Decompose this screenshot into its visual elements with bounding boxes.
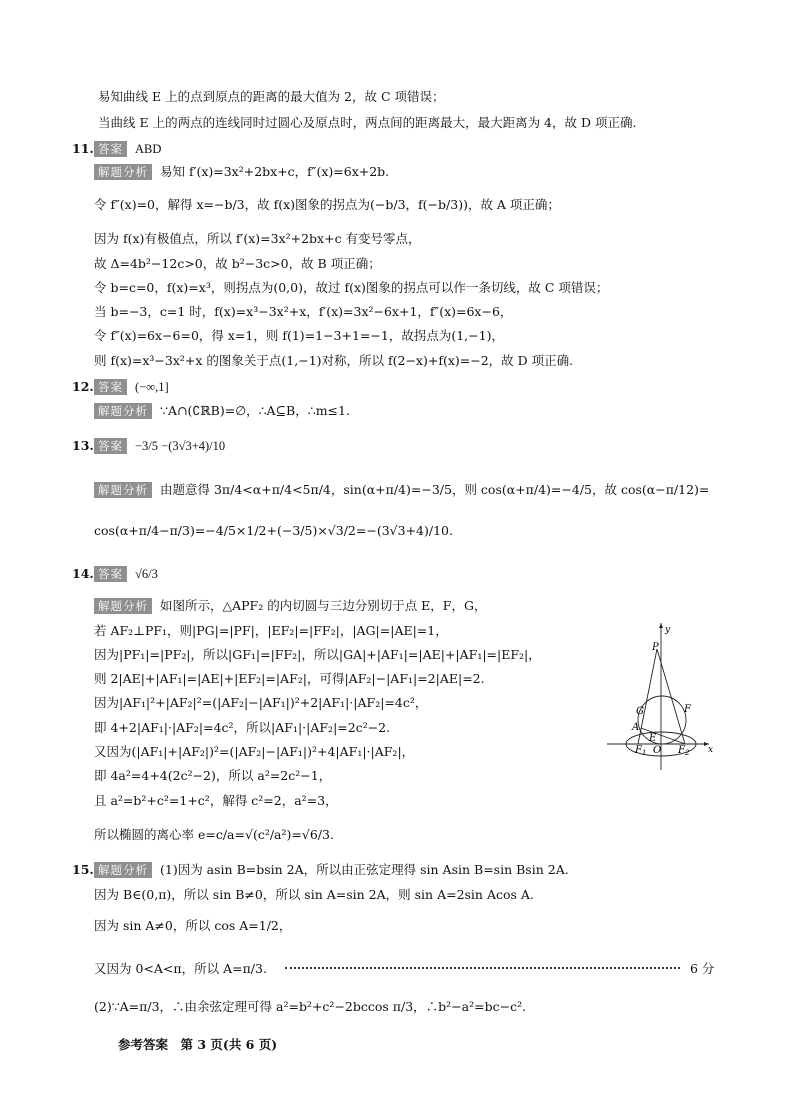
ellipse-incircle-diagram bbox=[605, 620, 715, 770]
label-f1-letter: F bbox=[635, 745, 642, 756]
label-f1 bbox=[634, 745, 646, 757]
answer-tag: 答案 bbox=[94, 141, 127, 157]
text-line: 易知曲线 E 上的点到原点的距离的最大值为 2，故 C 项错误； bbox=[98, 89, 445, 104]
label-f2-letter: F bbox=[678, 745, 685, 756]
text-line: 因为 B∈(0,π)，所以 sin B≠0，所以 sin A=sin 2A，则 sin A=2sin Acos A. bbox=[94, 887, 534, 902]
answer-line bbox=[94, 437, 225, 455]
answer-line bbox=[94, 140, 161, 158]
text-line: 因为 sin A≠0，所以 cos A=1/2， bbox=[94, 918, 292, 933]
incircle bbox=[638, 696, 686, 744]
question-number: 11. bbox=[72, 141, 94, 156]
analysis-line bbox=[94, 481, 709, 499]
analysis-text: (1)因为 asin B=bsin 2A，所以由正弦定理得 sin Asin B=sin Bsin 2A. bbox=[160, 862, 569, 877]
text-line: 则 f(x)=x³−3x²+x 的图象关于点(1,−1)对称，所以 f(2−x)+f(x)=−2，故 D 项正确. bbox=[94, 353, 574, 368]
leader-dots bbox=[285, 967, 680, 969]
page-footer: 参考答案 第 3 页(共 6 页) bbox=[118, 1037, 278, 1052]
text-line bbox=[94, 960, 714, 978]
analysis-line bbox=[94, 163, 389, 181]
label-x: x bbox=[708, 745, 714, 755]
answer-line bbox=[94, 565, 158, 583]
label-p: P bbox=[652, 642, 659, 653]
label-y: y bbox=[665, 625, 671, 635]
text-line: 因为|AF₁|²+|AF₂|²=(|AF₂|−|AF₁|)²+2|AF₁|·|AF₂|=4c²， bbox=[94, 695, 428, 710]
text-line: 又因为(|AF₁|+|AF₂|)²=(|AF₂|−|AF₁|)²+4|AF₁|·|AF₂|， bbox=[94, 744, 415, 759]
answer-line bbox=[94, 378, 169, 396]
text-line: 且 a²=b²+c²=1+c²，解得 c²=2，a²=3， bbox=[94, 793, 338, 808]
answer-value: ABD bbox=[135, 142, 162, 156]
label-g: G bbox=[636, 706, 644, 717]
text-line: 当 b=−3，c=1 时，f(x)=x³−3x²+x，f′(x)=3x²−6x+1，f″(x)=6x−6， bbox=[94, 304, 513, 319]
label-f2 bbox=[677, 745, 690, 757]
text-line: (2)∵A=π/3，∴由余弦定理可得 a²=b²+c²−2bccos π/3，∴b²−a²=bc−c². bbox=[94, 999, 527, 1014]
answer-value: √6/3 bbox=[135, 567, 158, 581]
label-f2-sub: 2 bbox=[684, 749, 690, 757]
analysis-tag: 解题分析 bbox=[94, 164, 152, 180]
analysis-line bbox=[94, 597, 486, 615]
answer-tag: 答案 bbox=[94, 438, 127, 454]
score-label: 6 分 bbox=[689, 961, 715, 976]
answer-value: (−∞,1] bbox=[135, 380, 169, 394]
text-line: cos(α+π/4−π/3)=−4/5×1/2+(−3/5)×√3/2=−(3√3+4)/10. bbox=[94, 523, 453, 538]
analysis-text: 易知 f′(x)=3x²+2bx+c，f″(x)=6x+2b. bbox=[160, 164, 390, 179]
question-number: 15. bbox=[72, 862, 94, 877]
question-number: 12. bbox=[72, 379, 94, 394]
text-line: 因为 f(x)有极值点，所以 f′(x)=3x²+2bx+c 有变号零点， bbox=[94, 231, 421, 246]
text-line: 则 2|AE|+|AF₁|=|AE|+|EF₂|=|AF₂|，可得|AF₂|−|AF₁|=2|AE|=2. bbox=[94, 671, 485, 686]
label-f1-sub: 1 bbox=[641, 749, 647, 757]
analysis-text: 如图所示，△APF₂ 的内切圆与三边分别切于点 E，F，G， bbox=[160, 598, 487, 613]
answer-value: −3/5 −(3√3+4)/10 bbox=[135, 439, 226, 453]
text-line: 令 b=c=0，f(x)=x³，则拐点为(0,0)，故过 f(x)图象的拐点可以作一条切线，故 C 项错误； bbox=[94, 280, 609, 295]
text-line: 令 f″(x)=6x−6=0，得 x=1，则 f(1)=1−3+1=−1，故拐点为(1,−1)， bbox=[94, 328, 504, 343]
label-f: F bbox=[684, 704, 691, 715]
analysis-text: ∵A∩(∁ℝB)=∅，∴A⊆B，∴m≤1. bbox=[160, 403, 350, 418]
text-line: 即 4a²=4+4(2c²−2)，所以 a²=2c²−1， bbox=[94, 768, 332, 783]
label-a: A bbox=[632, 722, 640, 733]
analysis-tag: 解题分析 bbox=[94, 482, 152, 498]
text-fragment: 又因为 0<A<π，所以 A=π/3. bbox=[94, 961, 267, 976]
text-line: 故 Δ=4b²−12c>0，故 b²−3c>0，故 B 项正确； bbox=[94, 256, 381, 271]
question-number: 14. bbox=[72, 566, 94, 581]
line-pf1 bbox=[638, 649, 657, 744]
analysis-tag: 解题分析 bbox=[94, 598, 152, 614]
analysis-line bbox=[94, 861, 569, 879]
analysis-line bbox=[94, 402, 350, 420]
answer-tag: 答案 bbox=[94, 566, 127, 582]
text-line: 令 f″(x)=0，解得 x=−b/3，故 f(x)图象的拐点为(−b/3，f(−b/3))，故 A 项正确； bbox=[94, 197, 560, 212]
text-line: 当曲线 E 上的两点的连线同时过圆心及原点时，两点间的距离最大，最大距离为 4，故 D 项正确. bbox=[98, 115, 637, 130]
text-line: 即 4+2|AF₁|·|AF₂|=4c²，所以|AF₁|·|AF₂|=2c²−2. bbox=[94, 720, 391, 735]
answer-tag: 答案 bbox=[94, 379, 127, 395]
line-af2 bbox=[641, 728, 685, 744]
analysis-tag: 解题分析 bbox=[94, 403, 152, 419]
question-number: 13. bbox=[72, 438, 94, 453]
label-o: O bbox=[653, 745, 662, 756]
y-axis-arrow-icon bbox=[659, 623, 663, 628]
text-line: 所以椭圆的离心率 e=c/a=√(c²/a²)=√6/3. bbox=[94, 827, 334, 842]
analysis-text: 由题意得 3π/4<α+π/4<5π/4，sin(α+π/4)=−3/5，则 cos(α+π/4)=−4/5，故 cos(α−π/12)= bbox=[160, 482, 710, 497]
text-line: 若 AF₂⊥PF₁，则|PG|=|PF|，|EF₂|=|FF₂|，|AG|=|AE|=1， bbox=[94, 623, 448, 638]
analysis-tag: 解题分析 bbox=[94, 862, 152, 878]
text-line: 因为|PF₁|=|PF₂|，所以|GF₁|=|FF₂|，所以|GA|+|AF₁|=|AE|+|AF₁|=|EF₂|， bbox=[94, 647, 541, 662]
label-e: E bbox=[649, 733, 657, 744]
